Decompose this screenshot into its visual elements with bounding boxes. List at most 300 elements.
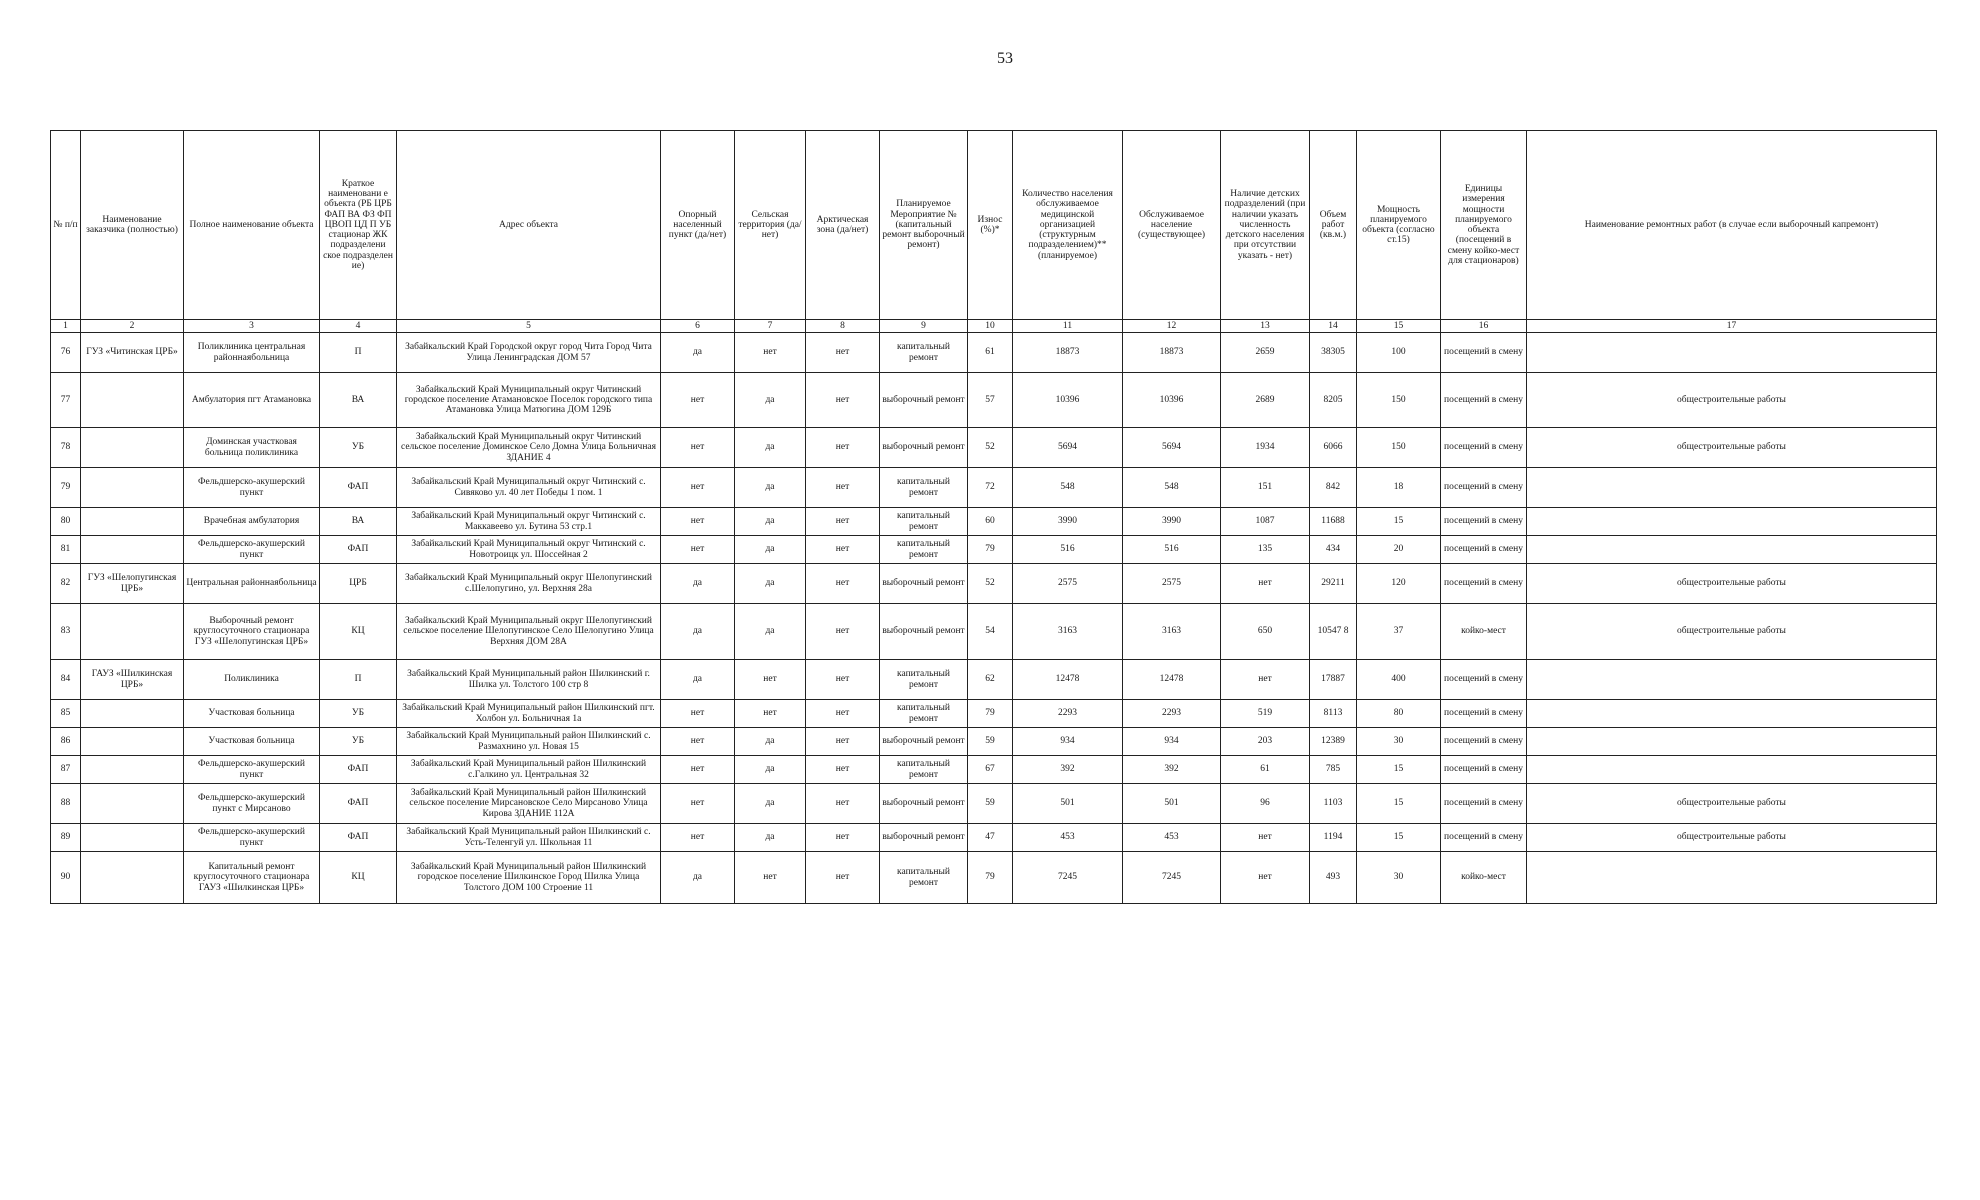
- planned-capacity: 15: [1357, 784, 1441, 824]
- capacity-unit: посещений в смену: [1441, 660, 1527, 700]
- object-address: Забайкальский Край Муниципальный округ Читинский сельское поселение Доминское Село Домна Улица Больничная ЗДАНИЕ 4: [397, 428, 661, 468]
- population-current: 2575: [1123, 564, 1221, 604]
- support-settlement: нет: [661, 508, 735, 536]
- support-settlement: да: [661, 660, 735, 700]
- planned-event: капитальный ремонт: [880, 508, 968, 536]
- arctic-zone: нет: [806, 852, 880, 904]
- column-number: 6: [661, 320, 735, 333]
- planned-event: капитальный ремонт: [880, 333, 968, 373]
- column-header: Объем работ (кв.м.): [1310, 131, 1357, 320]
- population-planned: 10396: [1013, 373, 1123, 428]
- capacity-unit: посещений в смену: [1441, 536, 1527, 564]
- table-row: [51, 508, 1937, 536]
- repair-works: общестроительные работы: [1527, 373, 1937, 428]
- work-volume: 6066: [1310, 428, 1357, 468]
- work-volume: 11688: [1310, 508, 1357, 536]
- population-current: 2293: [1123, 700, 1221, 728]
- repair-works: общестроительные работы: [1527, 604, 1937, 660]
- rural-territory: да: [735, 428, 806, 468]
- population-planned: 5694: [1013, 428, 1123, 468]
- rural-territory: да: [735, 508, 806, 536]
- children-population: нет: [1221, 824, 1310, 852]
- population-current: 3163: [1123, 604, 1221, 660]
- population-planned: 7245: [1013, 852, 1123, 904]
- capacity-unit: посещений в смену: [1441, 784, 1527, 824]
- row-number: 78: [51, 428, 81, 468]
- customer-name: [81, 824, 184, 852]
- children-population: нет: [1221, 660, 1310, 700]
- planned-event: капитальный ремонт: [880, 700, 968, 728]
- table-row: [51, 756, 1937, 784]
- support-settlement: да: [661, 564, 735, 604]
- row-number: 85: [51, 700, 81, 728]
- repair-works: общестроительные работы: [1527, 824, 1937, 852]
- planned-capacity: 15: [1357, 756, 1441, 784]
- object-address: Забайкальский Край Городской округ город Чита Город Чита Улица Ленинградская ДОМ 57: [397, 333, 661, 373]
- object-full-name: Поликлиника: [184, 660, 320, 700]
- column-number: 16: [1441, 320, 1527, 333]
- row-number: 82: [51, 564, 81, 604]
- work-volume: 842: [1310, 468, 1357, 508]
- column-number: 10: [968, 320, 1013, 333]
- population-current: 18873: [1123, 333, 1221, 373]
- object-address: Забайкальский Край Муниципальный округ Читинский с. Сивяково ул. 40 лет Победы 1 пом. 1: [397, 468, 661, 508]
- population-current: 392: [1123, 756, 1221, 784]
- column-header: Арктическая зона (да/нет): [806, 131, 880, 320]
- population-planned: 934: [1013, 728, 1123, 756]
- planned-event: капитальный ремонт: [880, 660, 968, 700]
- object-full-name: Фельдшерско-акушерский пункт с Мирсаново: [184, 784, 320, 824]
- population-planned: 392: [1013, 756, 1123, 784]
- wear-percent: 57: [968, 373, 1013, 428]
- population-current: 453: [1123, 824, 1221, 852]
- planned-event: выборочный ремонт: [880, 824, 968, 852]
- population-planned: 501: [1013, 784, 1123, 824]
- capacity-unit: посещений в смену: [1441, 508, 1527, 536]
- repair-works: [1527, 756, 1937, 784]
- column-number: 5: [397, 320, 661, 333]
- arctic-zone: нет: [806, 468, 880, 508]
- object-address: Забайкальский Край Муниципальный округ Читинский городское поселение Атамановское Поселок городского типа Атамановка Улица Матюгина ДОМ 129Б: [397, 373, 661, 428]
- table-row: [51, 468, 1937, 508]
- row-number: 80: [51, 508, 81, 536]
- column-number: 3: [184, 320, 320, 333]
- customer-name: [81, 508, 184, 536]
- wear-percent: 67: [968, 756, 1013, 784]
- population-planned: 18873: [1013, 333, 1123, 373]
- repair-works: [1527, 508, 1937, 536]
- table-row: [51, 852, 1937, 904]
- capacity-unit: посещений в смену: [1441, 700, 1527, 728]
- table-row: [51, 784, 1937, 824]
- capacity-unit: посещений в смену: [1441, 728, 1527, 756]
- column-header: Наличие детских подразделений (при наличии указать численность детского населения при отсутствии указать - нет): [1221, 131, 1310, 320]
- customer-name: [81, 852, 184, 904]
- population-planned: 3163: [1013, 604, 1123, 660]
- object-full-name: Фельдшерско-акушерский пункт: [184, 824, 320, 852]
- object-full-name: Центральная районнаябольница: [184, 564, 320, 604]
- column-number-row: [51, 320, 1937, 333]
- planned-event: выборочный ремонт: [880, 564, 968, 604]
- object-short-name: ФАП: [320, 536, 397, 564]
- table-row: [51, 728, 1937, 756]
- object-full-name: Амбулатория пгт Атамановка: [184, 373, 320, 428]
- rural-territory: да: [735, 564, 806, 604]
- support-settlement: нет: [661, 824, 735, 852]
- row-number: 81: [51, 536, 81, 564]
- arctic-zone: нет: [806, 728, 880, 756]
- rural-territory: да: [735, 536, 806, 564]
- support-settlement: нет: [661, 428, 735, 468]
- work-volume: 12389: [1310, 728, 1357, 756]
- table-row: [51, 333, 1937, 373]
- repair-works: [1527, 728, 1937, 756]
- planned-event: капитальный ремонт: [880, 536, 968, 564]
- object-full-name: Выборочный ремонт круглосуточного стационара ГУЗ «Шелопугинская ЦРБ»: [184, 604, 320, 660]
- object-address: Забайкальский Край Муниципальный район Шилкинский с. Размахнино ул. Новая 15: [397, 728, 661, 756]
- arctic-zone: нет: [806, 824, 880, 852]
- object-address: Забайкальский Край Муниципальный округ Шелопугинский сельское поселение Шелопугинское Село Шелопугино Улица Верхняя ДОМ 28А: [397, 604, 661, 660]
- row-number: 88: [51, 784, 81, 824]
- support-settlement: нет: [661, 784, 735, 824]
- customer-name: [81, 756, 184, 784]
- column-number: 9: [880, 320, 968, 333]
- column-number: 17: [1527, 320, 1937, 333]
- children-population: 96: [1221, 784, 1310, 824]
- column-number: 1: [51, 320, 81, 333]
- population-current: 10396: [1123, 373, 1221, 428]
- object-address: Забайкальский Край Муниципальный округ Читинский с. Маккавеево ул. Бутина 53 стр.1: [397, 508, 661, 536]
- planned-capacity: 80: [1357, 700, 1441, 728]
- column-number: 2: [81, 320, 184, 333]
- arctic-zone: нет: [806, 508, 880, 536]
- work-volume: 38305: [1310, 333, 1357, 373]
- arctic-zone: нет: [806, 756, 880, 784]
- table-row: [51, 700, 1937, 728]
- planned-capacity: 100: [1357, 333, 1441, 373]
- object-short-name: ВА: [320, 373, 397, 428]
- customer-name: ГАУЗ «Шилкинская ЦРБ»: [81, 660, 184, 700]
- column-header: Адрес объекта: [397, 131, 661, 320]
- capacity-unit: койко-мест: [1441, 852, 1527, 904]
- wear-percent: 61: [968, 333, 1013, 373]
- repair-works: [1527, 333, 1937, 373]
- wear-percent: 52: [968, 564, 1013, 604]
- repair-works: [1527, 700, 1937, 728]
- rural-territory: да: [735, 784, 806, 824]
- object-address: Забайкальский Край Муниципальный район Шилкинский сельское поселение Мирсановское Село Мирсаново Улица Кирова ЗДАНИЕ 112А: [397, 784, 661, 824]
- wear-percent: 52: [968, 428, 1013, 468]
- repair-works: общестроительные работы: [1527, 428, 1937, 468]
- object-short-name: ВА: [320, 508, 397, 536]
- planned-event: капитальный ремонт: [880, 468, 968, 508]
- object-full-name: Капитальный ремонт круглосуточного стационара ГАУЗ «Шилкинская ЦРБ»: [184, 852, 320, 904]
- object-short-name: УБ: [320, 728, 397, 756]
- repair-works: [1527, 536, 1937, 564]
- object-address: Забайкальский Край Муниципальный район Шилкинский с. Усть-Теленгуй ул. Школьная 11: [397, 824, 661, 852]
- support-settlement: нет: [661, 373, 735, 428]
- arctic-zone: нет: [806, 660, 880, 700]
- column-header: Износ (%)*: [968, 131, 1013, 320]
- children-population: 61: [1221, 756, 1310, 784]
- object-short-name: ЦРБ: [320, 564, 397, 604]
- planned-capacity: 150: [1357, 373, 1441, 428]
- object-full-name: Участковая больница: [184, 728, 320, 756]
- repair-works: [1527, 852, 1937, 904]
- row-number: 84: [51, 660, 81, 700]
- arctic-zone: нет: [806, 784, 880, 824]
- work-volume: 17887: [1310, 660, 1357, 700]
- wear-percent: 72: [968, 468, 1013, 508]
- object-short-name: ФАП: [320, 784, 397, 824]
- table-row: [51, 428, 1937, 468]
- object-full-name: Поликлиника центральная районнаябольница: [184, 333, 320, 373]
- capacity-unit: койко-мест: [1441, 604, 1527, 660]
- customer-name: [81, 468, 184, 508]
- wear-percent: 59: [968, 784, 1013, 824]
- planned-capacity: 30: [1357, 728, 1441, 756]
- rural-territory: да: [735, 468, 806, 508]
- population-planned: 2575: [1013, 564, 1123, 604]
- customer-name: [81, 700, 184, 728]
- population-current: 12478: [1123, 660, 1221, 700]
- object-short-name: ФАП: [320, 468, 397, 508]
- planned-capacity: 30: [1357, 852, 1441, 904]
- capacity-unit: посещений в смену: [1441, 468, 1527, 508]
- object-address: Забайкальский Край Муниципальный округ Читинский с. Новотроицк ул. Шоссейная 2: [397, 536, 661, 564]
- capacity-unit: посещений в смену: [1441, 824, 1527, 852]
- population-planned: 516: [1013, 536, 1123, 564]
- capacity-unit: посещений в смену: [1441, 428, 1527, 468]
- wear-percent: 79: [968, 700, 1013, 728]
- population-current: 501: [1123, 784, 1221, 824]
- children-population: 1087: [1221, 508, 1310, 536]
- planned-capacity: 120: [1357, 564, 1441, 604]
- children-population: 151: [1221, 468, 1310, 508]
- rural-territory: нет: [735, 333, 806, 373]
- column-number: 8: [806, 320, 880, 333]
- rural-territory: да: [735, 824, 806, 852]
- column-header: Планируемое Мероприятие № (капитальный ремонт выборочный ремонт): [880, 131, 968, 320]
- customer-name: [81, 784, 184, 824]
- population-current: 3990: [1123, 508, 1221, 536]
- arctic-zone: нет: [806, 373, 880, 428]
- planned-capacity: 150: [1357, 428, 1441, 468]
- planned-capacity: 15: [1357, 824, 1441, 852]
- work-volume: 8205: [1310, 373, 1357, 428]
- planned-event: выборочный ремонт: [880, 728, 968, 756]
- wear-percent: 47: [968, 824, 1013, 852]
- repair-works: [1527, 660, 1937, 700]
- rural-territory: нет: [735, 852, 806, 904]
- work-volume: 434: [1310, 536, 1357, 564]
- planned-event: капитальный ремонт: [880, 852, 968, 904]
- population-current: 5694: [1123, 428, 1221, 468]
- customer-name: ГУЗ «Читинская ЦРБ»: [81, 333, 184, 373]
- arctic-zone: нет: [806, 428, 880, 468]
- planned-capacity: 37: [1357, 604, 1441, 660]
- support-settlement: да: [661, 852, 735, 904]
- object-full-name: Фельдшерско-акушерский пункт: [184, 468, 320, 508]
- population-current: 516: [1123, 536, 1221, 564]
- arctic-zone: нет: [806, 604, 880, 660]
- rural-territory: да: [735, 756, 806, 784]
- row-number: 77: [51, 373, 81, 428]
- column-number: 7: [735, 320, 806, 333]
- table-row: [51, 824, 1937, 852]
- children-population: 135: [1221, 536, 1310, 564]
- column-header: Наименование заказчика (полностью): [81, 131, 184, 320]
- table-row: [51, 536, 1937, 564]
- planned-capacity: 20: [1357, 536, 1441, 564]
- object-short-name: ФАП: [320, 824, 397, 852]
- header-row: [51, 131, 1937, 320]
- arctic-zone: нет: [806, 536, 880, 564]
- object-full-name: Врачебная амбулатория: [184, 508, 320, 536]
- column-header: Полное наименование объекта: [184, 131, 320, 320]
- customer-name: [81, 728, 184, 756]
- rural-territory: да: [735, 728, 806, 756]
- support-settlement: нет: [661, 468, 735, 508]
- object-full-name: Участковая больница: [184, 700, 320, 728]
- column-header: Сельская территория (да/нет): [735, 131, 806, 320]
- column-number: 12: [1123, 320, 1221, 333]
- customer-name: ГУЗ «Шелопугинская ЦРБ»: [81, 564, 184, 604]
- column-number: 11: [1013, 320, 1123, 333]
- children-population: нет: [1221, 564, 1310, 604]
- work-volume: 29211: [1310, 564, 1357, 604]
- wear-percent: 79: [968, 852, 1013, 904]
- work-volume: 1194: [1310, 824, 1357, 852]
- population-planned: 548: [1013, 468, 1123, 508]
- population-current: 7245: [1123, 852, 1221, 904]
- wear-percent: 60: [968, 508, 1013, 536]
- object-short-name: КЦ: [320, 604, 397, 660]
- row-number: 90: [51, 852, 81, 904]
- planned-event: выборочный ремонт: [880, 428, 968, 468]
- object-short-name: П: [320, 333, 397, 373]
- wear-percent: 62: [968, 660, 1013, 700]
- children-population: 2659: [1221, 333, 1310, 373]
- support-settlement: да: [661, 333, 735, 373]
- object-address: Забайкальский Край Муниципальный район Шилкинский г. Шилка ул. Толстого 100 стр 8: [397, 660, 661, 700]
- object-address: Забайкальский Край Муниципальный район Шилкинский городское поселение Шилкинское Город Шилка Улица Толстого ДОМ 100 Строение 11: [397, 852, 661, 904]
- planned-event: выборочный ремонт: [880, 604, 968, 660]
- row-number: 79: [51, 468, 81, 508]
- work-volume: 493: [1310, 852, 1357, 904]
- support-settlement: да: [661, 604, 735, 660]
- rural-territory: нет: [735, 660, 806, 700]
- object-short-name: УБ: [320, 700, 397, 728]
- object-short-name: П: [320, 660, 397, 700]
- capacity-unit: посещений в смену: [1441, 333, 1527, 373]
- object-address: Забайкальский Край Муниципальный район Шилкинский пгт. Холбон ул. Больничная 1а: [397, 700, 661, 728]
- children-population: 2689: [1221, 373, 1310, 428]
- column-header: Наименование ремонтных работ (в случае если выборочный капремонт): [1527, 131, 1937, 320]
- planned-event: капитальный ремонт: [880, 756, 968, 784]
- population-planned: 12478: [1013, 660, 1123, 700]
- object-short-name: УБ: [320, 428, 397, 468]
- rural-territory: да: [735, 604, 806, 660]
- planned-event: выборочный ремонт: [880, 784, 968, 824]
- work-volume: 785: [1310, 756, 1357, 784]
- planned-capacity: 15: [1357, 508, 1441, 536]
- repair-objects-table: [50, 130, 1937, 904]
- customer-name: [81, 604, 184, 660]
- children-population: нет: [1221, 852, 1310, 904]
- object-short-name: КЦ: [320, 852, 397, 904]
- column-header: Количество населения обслуживаемое медицинской организацией (структурным подразделением)** (планируемое): [1013, 131, 1123, 320]
- column-number: 4: [320, 320, 397, 333]
- table-row: [51, 373, 1937, 428]
- children-population: 650: [1221, 604, 1310, 660]
- capacity-unit: посещений в смену: [1441, 756, 1527, 784]
- population-current: 934: [1123, 728, 1221, 756]
- customer-name: [81, 428, 184, 468]
- wear-percent: 79: [968, 536, 1013, 564]
- column-header: Мощность планируемого объекта (согласно ст.15): [1357, 131, 1441, 320]
- children-population: 203: [1221, 728, 1310, 756]
- population-planned: 453: [1013, 824, 1123, 852]
- row-number: 89: [51, 824, 81, 852]
- object-address: Забайкальский Край Муниципальный район Шилкинский с.Галкино ул. Центральная 32: [397, 756, 661, 784]
- column-header: № п/п: [51, 131, 81, 320]
- rural-territory: да: [735, 373, 806, 428]
- work-volume: 1103: [1310, 784, 1357, 824]
- object-full-name: Доминская участковая больница поликлиника: [184, 428, 320, 468]
- capacity-unit: посещений в смену: [1441, 373, 1527, 428]
- column-header: Обслуживаемое население (существующее): [1123, 131, 1221, 320]
- row-number: 86: [51, 728, 81, 756]
- object-full-name: Фельдшерско-акушерский пункт: [184, 536, 320, 564]
- object-address: Забайкальский Край Муниципальный округ Шелопугинский с.Шелопугино, ул. Верхняя 28а: [397, 564, 661, 604]
- capacity-unit: посещений в смену: [1441, 564, 1527, 604]
- repair-works: общестроительные работы: [1527, 784, 1937, 824]
- arctic-zone: нет: [806, 333, 880, 373]
- work-volume: 10547 8: [1310, 604, 1357, 660]
- wear-percent: 54: [968, 604, 1013, 660]
- support-settlement: нет: [661, 756, 735, 784]
- planned-capacity: 400: [1357, 660, 1441, 700]
- column-header: Единицы измерения мощности планируемого объекта (посещений в смену койко-мест для стационаров): [1441, 131, 1527, 320]
- column-number: 14: [1310, 320, 1357, 333]
- work-volume: 8113: [1310, 700, 1357, 728]
- column-header: Краткое наименовани е объекта (РБ ЦРБ ФАП ВА ФЗ ФП ЦВОП ЦД П УБ стационар ЖК подразделени ское подразделен ие): [320, 131, 397, 320]
- column-number: 15: [1357, 320, 1441, 333]
- page-number: 53: [997, 50, 1013, 67]
- table-row: [51, 660, 1937, 700]
- support-settlement: нет: [661, 728, 735, 756]
- repair-works: [1527, 468, 1937, 508]
- table-row: [51, 564, 1937, 604]
- arctic-zone: нет: [806, 564, 880, 604]
- object-short-name: ФАП: [320, 756, 397, 784]
- repair-works: общестроительные работы: [1527, 564, 1937, 604]
- population-current: 548: [1123, 468, 1221, 508]
- children-population: 1934: [1221, 428, 1310, 468]
- customer-name: [81, 536, 184, 564]
- population-planned: 3990: [1013, 508, 1123, 536]
- arctic-zone: нет: [806, 700, 880, 728]
- table-row: [51, 604, 1937, 660]
- support-settlement: нет: [661, 536, 735, 564]
- rural-territory: нет: [735, 700, 806, 728]
- wear-percent: 59: [968, 728, 1013, 756]
- row-number: 76: [51, 333, 81, 373]
- column-header: Опорный населенный пункт (да/нет): [661, 131, 735, 320]
- row-number: 87: [51, 756, 81, 784]
- object-full-name: Фельдшерско-акушерский пункт: [184, 756, 320, 784]
